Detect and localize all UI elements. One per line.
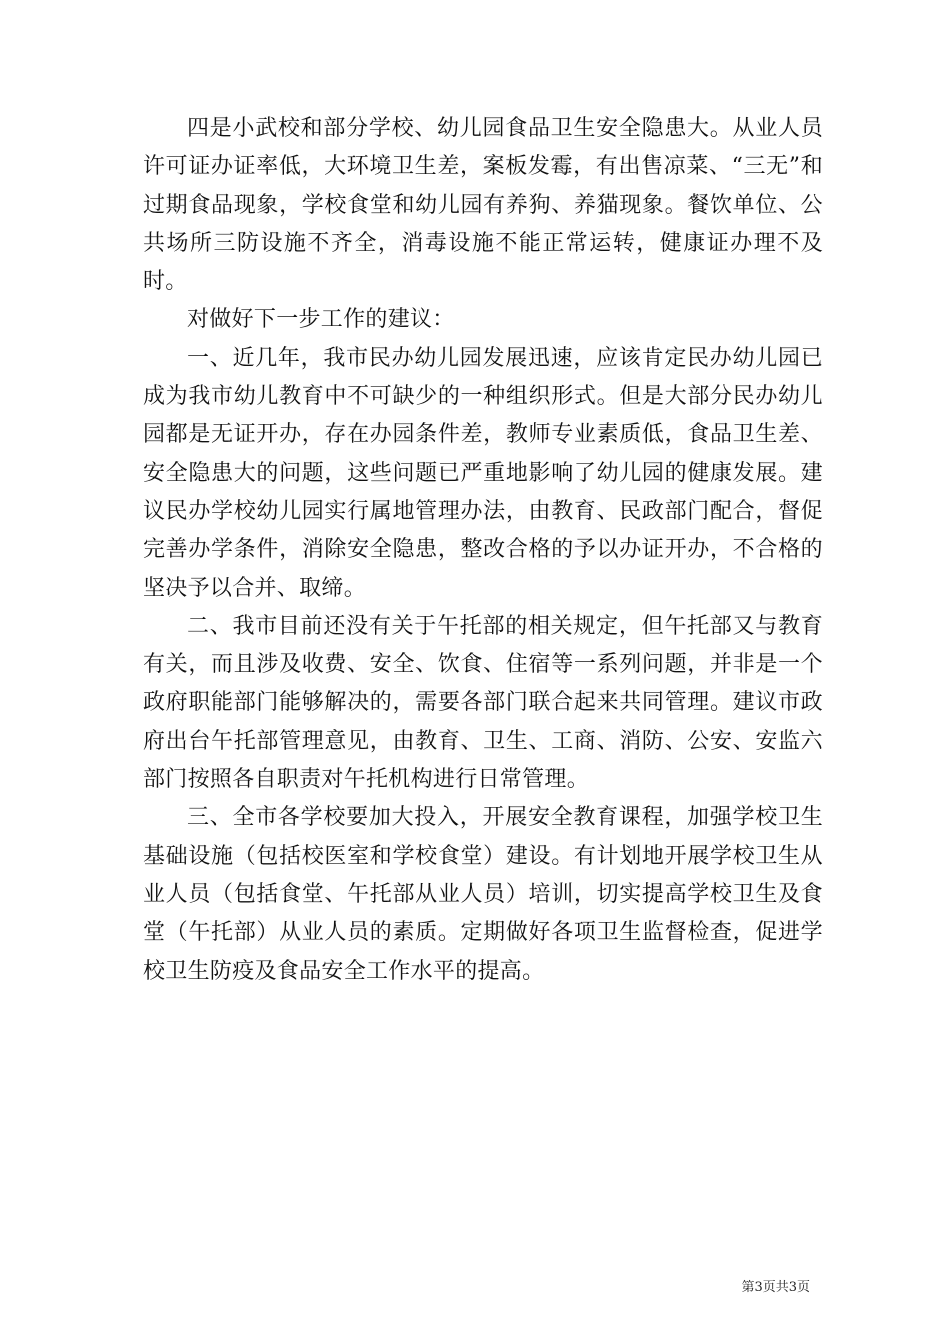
paragraph-2: 对做好下一步工作的建议： xyxy=(187,307,455,333)
paragraph-1: 四是小武校和部分学校、幼儿园食品卫生安全隐患大。从业人员许可证办证率低，大环境卫生差，案板发霉，有出售凉菜、“三无”和过期食品现象，学校食堂和幼儿园有养狗、养猫现象。餐饮单位、公共场所三防设施不齐全，消毒设施不能正常运转，健康证办理不及时。 xyxy=(143,116,823,295)
paragraph-3: 一、近几年，我市民办幼儿园发展迅速，应该肯定民办幼儿园已成为我市幼儿教育中不可缺少的一种组织形式。但是大部分民办幼儿园都是无证开办，存在办园条件差，教师专业素质低，食品卫生差、安全隐患大的问题，这些问题已严重地影响了幼儿园的健康发展。建议民办学校幼儿园实行属地管理办法，由教育、民政部门配合，督促完善办学条件，消除安全隐患，整改合格的予以办证开办，不合格的坚决予以合并、取缔。 xyxy=(143,345,823,601)
paragraph-4: 二、我市目前还没有关于午托部的相关规定，但午托部又与教育有关，而且涉及收费、安全、饮食、住宿等一系列问题，并非是一个政府职能部门能够解决的，需要各部门联合起来共同管理。建议市政府出台午托部管理意见，由教育、卫生、工商、消防、公安、安监六部门按照各自职责对午托机构进行日常管理。 xyxy=(143,613,823,793)
document-body xyxy=(143,110,823,991)
paragraph-5: 三、全市各学校要加大投入，开展安全教育课程，加强学校卫生基础设施（包括校医室和学校食堂）建设。有计划地开展学校卫生从业人员（包括食堂、午托部从业人员）培训，切实提高学校卫生及食堂（午托部）从业人员的素质。定期做好各项卫生监督检查，促进学校卫生防疫及食品安全工作水平的提高。 xyxy=(143,805,823,984)
page-number-footer: 第3页共3页 xyxy=(741,1280,810,1295)
